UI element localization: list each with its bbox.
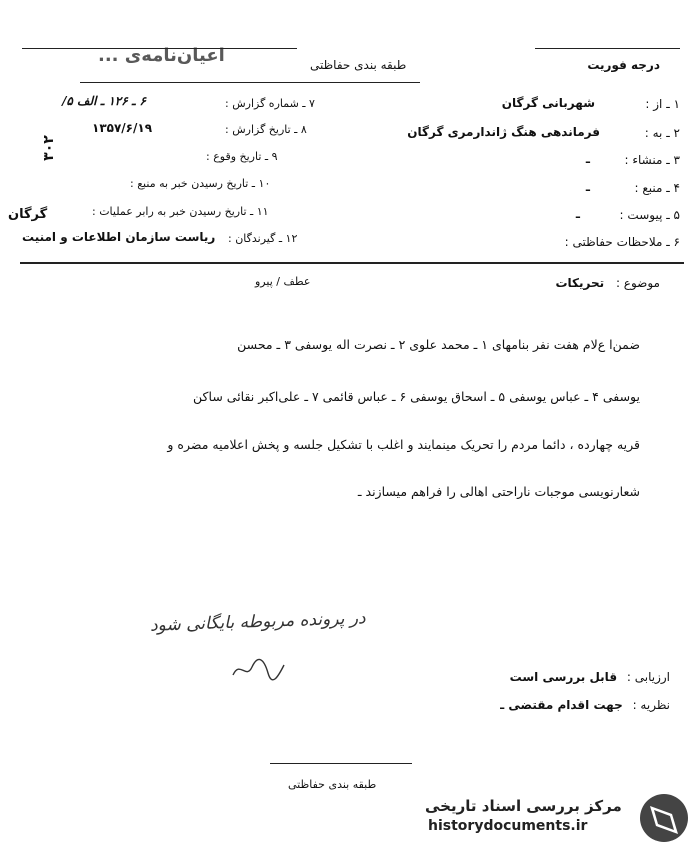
field-attachment-value: ـ [575, 207, 580, 221]
archive-logo-icon [638, 792, 690, 844]
field-report-number: ۷ ـ شماره گزارش : [225, 97, 315, 110]
margin-note-city: گرگان [8, 207, 48, 222]
priority-label: درجه فوریت [587, 58, 660, 72]
body-line: شعارنویسی موجبات ناراحتی اهالی را فراهم میسازند ـ [357, 484, 640, 499]
field-attachment: ۵ ـ پیوست : [619, 208, 680, 222]
footer-classification: طبقه بندی حفاظتی [288, 778, 377, 791]
field-report-date: ۸ ـ تاریخ گزارش : [225, 123, 307, 136]
signature-icon [228, 655, 288, 685]
field-from-value: شهربانی گرگان [501, 96, 595, 110]
field-report-date-value: ۱۳۵۷/۶/۱۹ [92, 121, 153, 135]
field-recipients-value: ریاست سازمان اطلاعات و امنیت [22, 230, 216, 244]
field-security-notes: ۶ ـ ملاحظات حفاظتی : [564, 235, 680, 249]
handwritten-note: در پرونده مربوطه بایگانی شود [149, 608, 366, 636]
body-line: ضمن‌ا ع‌لام هفت نفر بنامهای ۱ ـ محمد علوی ۲ ـ نصرت اله یوسفی ۳ ـ محسن [237, 337, 640, 352]
field-origin-value: ـ [585, 152, 590, 166]
field-source: ۴ ـ منبع : [634, 181, 680, 195]
reference-label: عطف / پیرو [255, 275, 311, 288]
classification-label: طبقه بندی حفاظتی [310, 58, 407, 72]
field-source-received: ۱۰ ـ تاریخ رسیدن خبر به منبع : [130, 177, 271, 190]
watermark-url: historydocuments.ir [428, 818, 588, 834]
field-report-number-value: ۶ ـ ۱۲۶ ـ الف ۵/ [62, 94, 146, 108]
body-line: قریه چهارده ، دائما مردم را تحریک مینمایند و اغلب با تشکیل جلسه و پخش اعلامیه مضره و [167, 437, 640, 452]
classification-stamp: اعیان‌نامه‌ی ‌... [98, 45, 225, 66]
opinion: نظریه : جهت اقدام مقتضی ـ [500, 698, 670, 712]
field-occurrence-date: ۹ ـ تاریخ وقوع : [206, 150, 278, 163]
watermark-title: مرکز بررسی اسناد تاریخی [425, 797, 622, 815]
field-recipients: ۱۲ ـ گیرندگان : [228, 232, 298, 245]
field-to: ۲ ـ به : [644, 126, 680, 140]
subject: موضوع : تحریکات [555, 276, 660, 290]
field-ops-received: ۱۱ ـ تاریخ رسیدن خبر به رابر عملیات : [92, 205, 269, 218]
field-origin: ۳ ـ منشاء : [624, 153, 680, 167]
field-to-value: فرماندهی هنگ ژاندارمری گرگان [407, 125, 600, 139]
body-line: یوسفی ۴ ـ عباس یوسفی ۵ ـ اسحاق یوسفی ۶ ـ عباس قائمی ۷ ـ علی‌اکبر نقائی‌ ساکن [193, 389, 640, 404]
field-from: ۱ ـ از : [645, 97, 680, 111]
margin-note-number: ۳۰۲ [40, 135, 57, 161]
evaluation: ارزیابی : قابل بررسی است [509, 670, 670, 684]
field-source-value: ـ [585, 180, 590, 194]
